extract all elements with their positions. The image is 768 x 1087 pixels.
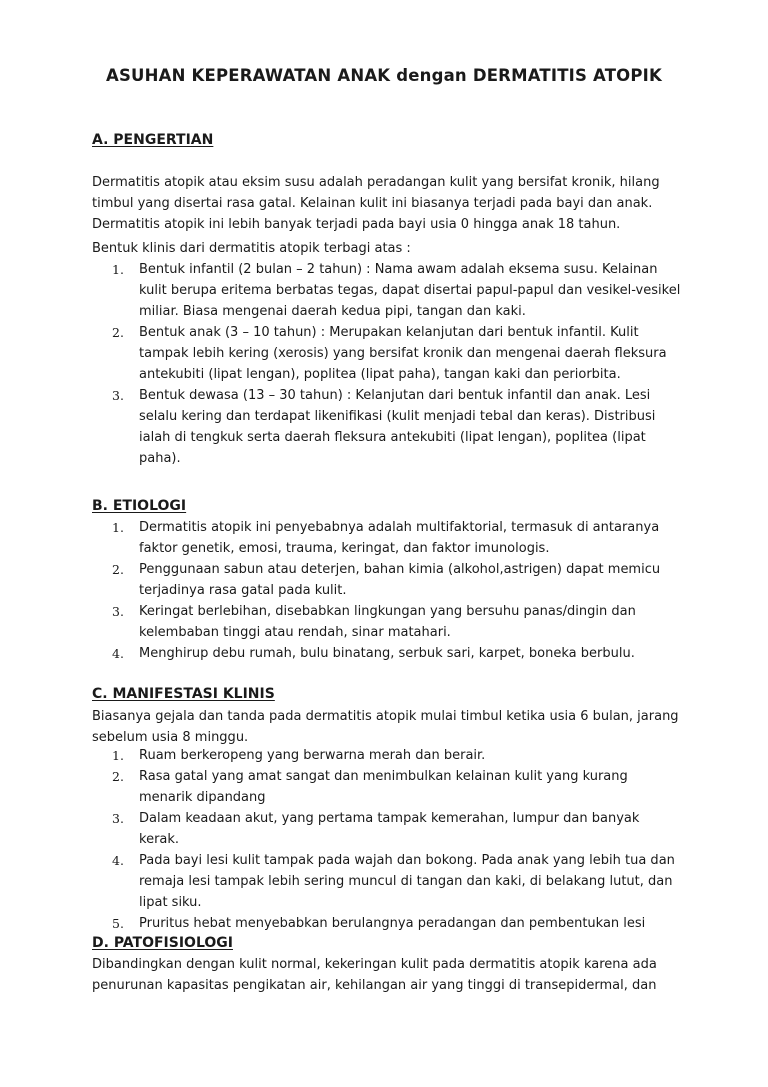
list-item-text: Bentuk dewasa (13 – 30 tahun) : Kelanjutan dari bentuk infantil dan anak. Lesi selalu kering dan terdapat likenifikasi (kulit menjadi tebal dan keras). Distribusi ialah di tengkuk serta daerah fleksura antekubiti (lipat lengan), poplitea (lipat paha). [139,388,656,466]
list-item-text: Dalam keadaan akut, yang pertama tampak kemerahan, lumpur dan banyak kerak. [139,811,640,847]
bentuk-klinis-list [92,259,682,469]
section-heading-pengertian: A. PENGERTIAN [92,132,214,148]
list-number: 2. [112,325,124,340]
list-item-text: Keringat berlebihan, disebabkan lingkungan yang bersuhu panas/dingin dan kelembaban tinggi atau rendah, sinar matahari. [139,604,636,640]
list-item-text: Ruam berkeropeng yang berwarna merah dan berair. [139,748,486,763]
list-number: 1. [112,520,124,535]
list-item-text: Bentuk anak (3 – 10 tahun) : Merupakan kelanjutan dari bentuk infantil. Kulit tampak lebih kering (xerosis) yang bersifat kronik dan mengenai daerah fleksura antekubiti (lipat lengan), poplitea (lipat paha), tangan kaki dan periorbita. [139,325,667,382]
list-item [92,913,682,934]
list-item [92,601,682,643]
list-item-text: Menghirup debu rumah, bulu binatang, serbuk sari, karpet, boneka berbulu. [139,646,635,661]
list-item [92,322,682,385]
list-item-text: Rasa gatal yang amat sangat dan menimbulkan kelainan kulit yang kurang menarik dipandang [139,769,628,805]
list-item-text: Penggunaan sabun atau deterjen, bahan kimia (alkohol,astrigen) dapat memicu terjadinya rasa gatal pada kulit. [139,562,661,598]
bentuk-klinis-intro: Bentuk klinis dari dermatitis atopik terbagi atas : [92,241,411,256]
list-item [92,559,682,601]
list-item-text: Pruritus hebat menyebabkan berulangnya peradangan dan pembentukan lesi [139,916,646,931]
list-number: 5. [112,916,124,931]
list-number: 2. [112,769,124,784]
manifestasi-list [92,745,682,934]
list-item [92,259,682,322]
pengertian-paragraph: Dermatitis atopik atau eksim susu adalah peradangan kulit yang bersifat kronik, hilang timbul yang disertai rasa gatal. Kelainan kulit ini biasanya terjadi pada bayi dan anak. Dermatitis atopik ini lebih banyak terjadi pada bayi usia 0 hingga anak 18 tahun. [92,175,660,232]
section-heading-etiologi: B. ETIOLOGI [92,498,187,514]
list-number: 1. [112,748,124,763]
list-number: 3. [112,388,124,403]
list-item-text: Dermatitis atopik ini penyebabnya adalah multifaktorial, termasuk di antaranya faktor genetik, emosi, trauma, keringat, dan faktor imunologis. [139,520,660,556]
list-number: 4. [112,853,124,868]
list-item [92,745,682,766]
list-item [92,643,682,664]
patofisiologi-paragraph: Dibandingkan dengan kulit normal, kekeringan kulit pada dermatitis atopik karena ada penurunan kapasitas pengikatan air, kehilangan air yang tinggi di transepidermal, dan [92,957,657,993]
section-heading-patofisiologi: D. PATOFISIOLOGI [92,935,233,951]
etiologi-list [92,517,682,664]
list-number: 2. [112,562,124,577]
list-item-text: Bentuk infantil (2 bulan – 2 tahun) : Nama awam adalah eksema susu. Kelainan kulit berupa eritema berbatas tegas, dapat disertai papul-papul dan vesikel-vesikel miliar. Biasa mengenai daerah kedua pipi, tangan dan kaki. [139,262,681,319]
list-number: 3. [112,604,124,619]
list-item [92,808,682,850]
document-title: ASUHAN KEPERAWATAN ANAK dengan DERMATITIS ATOPIK [105,66,663,85]
list-item [92,850,682,913]
list-item [92,766,682,808]
manifestasi-paragraph: Biasanya gejala dan tanda pada dermatitis atopik mulai timbul ketika usia 6 bulan, jarang sebelum usia 8 minggu. [92,709,679,745]
list-number: 3. [112,811,124,826]
list-item [92,517,682,559]
list-item [92,385,682,469]
list-number: 4. [112,646,124,661]
section-heading-manifestasi: C. MANIFESTASI KLINIS [92,686,275,702]
list-item-text: Pada bayi lesi kulit tampak pada wajah dan bokong. Pada anak yang lebih tua dan remaja lesi tampak lebih sering muncul di tangan dan kaki, di belakang lutut, dan lipat siku. [139,853,675,910]
list-number: 1. [112,262,124,277]
